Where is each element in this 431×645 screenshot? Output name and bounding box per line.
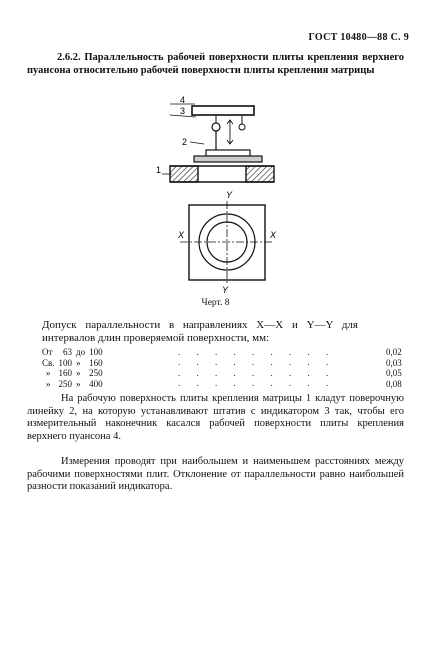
indicator-right bbox=[239, 124, 245, 130]
indicator-left bbox=[212, 123, 220, 131]
upper-plate bbox=[192, 106, 254, 115]
dot-leader: . . . . . . . . . bbox=[178, 357, 336, 367]
table-row: Св. 100 » 160 bbox=[42, 357, 103, 368]
lower-plate-right bbox=[246, 166, 274, 182]
dot-leader: . . . . . . . . . bbox=[178, 378, 336, 388]
method-paragraph-2 bbox=[27, 456, 404, 494]
figure-top-view bbox=[170, 190, 280, 296]
tolerance-intro bbox=[42, 319, 402, 345]
label-4: 4 bbox=[180, 96, 186, 105]
ring bbox=[194, 156, 262, 162]
dot-leader: . . . . . . . . . bbox=[178, 368, 336, 378]
page-header: ГОСТ 10480—88 С. 9 bbox=[308, 32, 409, 43]
dot-leader: . . . . . . . . . bbox=[178, 347, 336, 357]
tolerance-value: 0,08 bbox=[386, 378, 402, 389]
tolerance-line-2: интервалов длин проверяемой поверхности, мм: bbox=[42, 332, 270, 344]
table-row: От 63 до 100 bbox=[42, 347, 103, 357]
tolerance-values bbox=[386, 347, 402, 389]
axis-y-top: Y bbox=[226, 190, 233, 200]
section-title bbox=[27, 51, 404, 77]
label-1: 1 bbox=[156, 165, 162, 175]
figure-caption: Черт. 8 bbox=[201, 298, 230, 308]
method-text-1: На рабочую поверхность плиты крепления матрицы 1 кладут поверочную линейку 2, на которую устанавливают штатив с индикатором 3 так, чтобы его измерительный наконечник касался рабочей поверхности плиты крепления верхнего пуансона 4. bbox=[27, 393, 404, 442]
lower-plate-left bbox=[170, 166, 198, 182]
table-row: » 250 » 400 bbox=[46, 378, 103, 389]
tolerance-value: 0,05 bbox=[386, 368, 402, 378]
axis-x-left: X bbox=[178, 230, 185, 240]
figure-side-view bbox=[150, 96, 290, 196]
tolerance-value: 0,02 bbox=[386, 347, 402, 357]
tolerance-value: 0,03 bbox=[386, 357, 402, 368]
axis-x-right: X bbox=[270, 230, 277, 240]
section-title-text: 2.6.2. Параллельность рабочей поверхности плиты крепления верхнего пуансона относительно рабочей поверхности плиты крепления матрицы bbox=[27, 52, 404, 76]
label-3: 3 bbox=[180, 106, 186, 116]
tolerance-table bbox=[40, 347, 105, 389]
leader-2 bbox=[190, 142, 204, 144]
label-2: 2 bbox=[182, 137, 188, 147]
check-ruler bbox=[206, 150, 250, 156]
method-text-2: Измерения проводят при наибольшем и наименьшем расстояниях между рабочими поверхностями плит. Отклонение от параллельности равно наибольшей разности показаний индикатора. bbox=[27, 456, 404, 492]
method-paragraph-1 bbox=[27, 393, 404, 443]
table-row: » 160 » 250 bbox=[46, 368, 103, 378]
tolerance-line-1: Допуск параллельности в направлениях X—X и Y—Y для bbox=[42, 319, 358, 331]
axis-y-bottom: Y bbox=[222, 285, 229, 295]
